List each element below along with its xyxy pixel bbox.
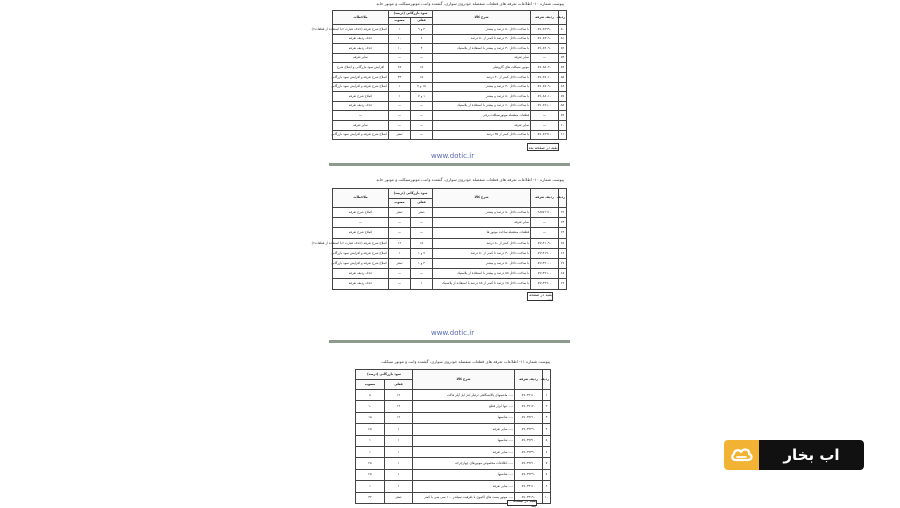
tariff-code-cell: ۸۷۰۳۳۱۹۰ xyxy=(515,492,543,503)
row-number-cell: ۶۵ xyxy=(559,238,567,248)
approved-duty-cell: صفر xyxy=(389,130,411,140)
current-duty-cell: ۱۲ xyxy=(385,401,413,412)
continued-note-1: بقیه در صفحه بعد xyxy=(528,144,558,150)
row-number-cell: ۶۹ xyxy=(559,279,567,289)
brand-logo-text: اب بخار xyxy=(759,440,864,470)
description-cell: ---- سایر تعرفه xyxy=(413,424,515,435)
approved-duty-cell: ۲۵ xyxy=(356,469,385,480)
row-number-cell: ۵۷ xyxy=(559,92,567,102)
current-duty-cell: ۴ xyxy=(411,44,433,54)
tariff-code-cell: ۸۷۰۸۷۰۹۰ xyxy=(531,82,559,92)
approved-duty-cell: ۱ xyxy=(389,25,411,35)
col-header-tariff: ردیف تعرفه xyxy=(531,11,559,25)
tariff-code-cell: ۸۷۱۴۱۹۰۰ xyxy=(531,248,559,258)
approved-duty-cell: — xyxy=(389,111,411,121)
current-duty-cell: ۱۵ xyxy=(411,238,433,248)
approved-duty-cell: ۲۸ xyxy=(389,63,411,73)
description-cell: ---- سایر تعرفه xyxy=(413,446,515,457)
approved-duty-cell: — xyxy=(389,218,411,228)
current-duty-cell: — xyxy=(411,120,433,130)
table-row xyxy=(333,53,567,63)
tariff-code-cell: — xyxy=(531,218,559,228)
row-number-cell: ۵۸ xyxy=(559,101,567,111)
current-duty-cell: ۱ xyxy=(385,446,413,457)
tariff-code-cell: ۸۷۰۳۲۱۲۰ xyxy=(515,401,543,412)
table-row xyxy=(333,34,567,44)
col-header-desc: شرح کالا xyxy=(433,189,531,208)
notes-cell: اصلاح شرح تعرفه و افزایش سود بازرگانی xyxy=(333,72,389,82)
col-header-duty: سود بازرگانی (درصد) xyxy=(356,370,413,380)
current-duty-cell: ۱ xyxy=(385,469,413,480)
tariff-code-cell: ۸۷۰۸۴۰۹۰ xyxy=(531,44,559,54)
approved-duty-cell: ۱۵ xyxy=(356,412,385,423)
description-cell: ---- تنها ابزار قطع xyxy=(413,401,515,412)
table-row xyxy=(333,92,567,102)
description-cell: با ساخت داخل ۶۰ درصد و بیشتر با استفاده از پلاستیک xyxy=(433,101,531,111)
tariff-code-cell: ۸۷۰۳۳۱۱۰ xyxy=(515,481,543,492)
tariff-code-cell: ۸۷۱۴۹۹۰۰ xyxy=(531,279,559,289)
row-number-cell: ۹ xyxy=(543,481,551,492)
table-row xyxy=(356,390,551,401)
row-number-cell: ۸ xyxy=(543,469,551,480)
row-number-cell: ۵۰ xyxy=(559,25,567,35)
current-duty-cell: ۱ xyxy=(385,435,413,446)
notes-cell: اصلاح شرح تعرفه xyxy=(333,228,389,238)
description-cell: با ساخت داخل ۵۰ درصد و بیشتر xyxy=(433,92,531,102)
current-duty-cell: ۱ xyxy=(411,279,433,289)
approved-duty-cell: ۱۰ xyxy=(356,401,385,412)
tariff-code-cell: ۸۷۰۸۸۰۱۰ xyxy=(531,92,559,102)
table-row xyxy=(333,279,567,289)
tariff-code-cell: ۸۷۰۸۷۰۱۰ xyxy=(531,72,559,82)
table-row xyxy=(356,469,551,480)
table-row xyxy=(356,481,551,492)
current-duty-cell: ۴ و ۱ xyxy=(411,258,433,268)
sheet-edge-2 xyxy=(329,340,570,343)
table-row xyxy=(356,435,551,446)
table-row xyxy=(333,44,567,54)
tariff-code-cell: — xyxy=(531,120,559,130)
continued-note-2: بقیه در صفحه بعد xyxy=(527,292,553,301)
notes-cell: اصلاح شرح تعرفه (حذف عبارت «با استفاده از قطعات») xyxy=(333,238,389,248)
table-row xyxy=(333,258,567,268)
col-header-row: ردیف xyxy=(543,370,551,390)
row-number-cell: ۲ xyxy=(543,401,551,412)
footer-url-2: www.dotic.ir xyxy=(431,329,475,337)
table-row xyxy=(333,228,567,238)
row-number-cell: ۷ xyxy=(543,458,551,469)
approved-duty-cell: ۳۳ xyxy=(389,72,411,82)
tariff-table-2 xyxy=(311,188,567,290)
col-header-notes: ملاحظات xyxy=(333,11,389,25)
row-number-cell: ۵۲ xyxy=(559,44,567,54)
approved-duty-cell: — xyxy=(389,120,411,130)
row-number-cell: ۶۶ xyxy=(559,248,567,258)
table-row xyxy=(333,25,567,35)
tariff-code-cell: — xyxy=(531,53,559,63)
notes-cell: حذف ردیف تعرفه xyxy=(333,44,389,54)
col-header-current: فعلی xyxy=(411,18,433,25)
col-header-current: فعلی xyxy=(385,380,413,390)
description-cell: قطعات منفصله ساخت موتور ها xyxy=(433,228,531,238)
notes-cell: حذف ردیف تعرفه xyxy=(333,269,389,279)
description-cell: با ساخت داخل ۳۰ درصد و بیشتر xyxy=(433,82,531,92)
current-duty-cell: ۱ و ۷ xyxy=(411,92,433,102)
row-number-cell: ۵۳ xyxy=(559,53,567,63)
description-cell: با ساخت داخل ۵۰ درصد و بیشتر xyxy=(433,258,531,268)
current-duty-cell: ۱ xyxy=(385,424,413,435)
tariff-code-cell: ۸۷۰۸۹۱۰۰ xyxy=(531,101,559,111)
current-duty-cell: ۷ و ۱ xyxy=(411,248,433,258)
notes-cell: — xyxy=(333,218,389,228)
tariff-table-2-body xyxy=(311,208,567,290)
row-number-cell: ۶۴ xyxy=(559,228,567,238)
approved-duty-cell: ۱ xyxy=(389,92,411,102)
table-row xyxy=(333,208,567,218)
current-duty-cell: ۱۲ xyxy=(385,412,413,423)
row-number-cell: ۵۱ xyxy=(559,34,567,44)
notes-cell: اصلاح شرح تعرفه و افزایش سود بازرگانی xyxy=(333,258,389,268)
table-row xyxy=(356,401,551,412)
tariff-code-cell: ۸۷۰۳۲۳۹۰ xyxy=(515,446,543,457)
description-cell: سایر تعرفه xyxy=(433,120,531,130)
row-number-cell: ۵۵ xyxy=(559,72,567,82)
row-number-cell: ۱۰ xyxy=(543,492,551,503)
table-row xyxy=(333,269,567,279)
approved-duty-cell: ۱۰ xyxy=(389,44,411,54)
col-header-duty: سود بازرگانی (درصد) xyxy=(389,11,433,18)
notes-cell: سایر تعرفه xyxy=(333,53,389,63)
brand-logo xyxy=(724,440,864,470)
row-number-cell: ۵۹ xyxy=(559,111,567,121)
tariff-table-3-body xyxy=(356,390,551,504)
current-duty-cell: — xyxy=(411,53,433,63)
tariff-code-cell: ۸۷۰۸۹۹۱۰ xyxy=(531,130,559,140)
description-cell: با ساخت داخل ۳۰ درصد تا کمتر از ۵۰ درصد xyxy=(433,248,531,258)
current-duty-cell: — xyxy=(411,101,433,111)
row-number-cell: ۶۳ xyxy=(559,218,567,228)
tariff-code-cell: ۸۷۰۸۳۰۹۰ xyxy=(531,34,559,44)
approved-duty-cell: ۱ xyxy=(356,481,385,492)
tariff-code-cell: — xyxy=(531,111,559,121)
row-number-cell: ۶۲ xyxy=(559,208,567,218)
table-row xyxy=(333,72,567,82)
row-number-cell: ۳ xyxy=(543,412,551,423)
description-cell: با ساخت داخل کمتر از ۳۰ درصد xyxy=(433,72,531,82)
approved-duty-cell: ۱ xyxy=(356,435,385,446)
approved-duty-cell: — xyxy=(389,53,411,63)
row-number-cell: ۶۷ xyxy=(559,258,567,268)
approved-duty-cell: ۱۲ xyxy=(389,238,411,248)
description-cell: ---- شاسیها xyxy=(413,435,515,446)
col-header-desc: شرح کالا xyxy=(433,11,531,25)
current-duty-cell: — xyxy=(411,269,433,279)
current-duty-cell: — xyxy=(411,228,433,238)
sheet-edge-1 xyxy=(329,163,570,166)
description-cell: با ساخت داخل ۳۰ درصد و بیشتر با استفاده از پلاستیک xyxy=(433,44,531,54)
tariff-code-cell: ۸۷۱۴۹۱۰۰ xyxy=(531,269,559,279)
description-cell: با ساخت داخل ۶۵ درصد تا کمتر از ۸۵ درصد با استفاده از پلاستیک xyxy=(433,279,531,289)
tariff-table-1 xyxy=(311,10,567,140)
notes-cell: اصلاح شرح تعرفه xyxy=(333,92,389,102)
tariff-code-cell: ۸۷۱۴۲۰۰۰ xyxy=(531,258,559,268)
tariff-table-1-body xyxy=(311,25,567,140)
approved-duty-cell: صفر xyxy=(389,258,411,268)
notes-cell: افزایش سود بازرگانی و اصلاح شرح xyxy=(333,63,389,73)
col-header-row: ردیف xyxy=(559,11,567,25)
approved-duty-cell: ۵ xyxy=(356,390,385,401)
tariff-code-cell: ۸۷۱۴۱۰۹۰ xyxy=(531,238,559,248)
current-duty-cell: — xyxy=(411,111,433,121)
col-header-tariff: ردیف تعرفه xyxy=(515,370,543,390)
table-row xyxy=(333,238,567,248)
notes-cell: اصلاح شرح تعرفه و افزایش سود بازرگانی xyxy=(333,130,389,140)
row-number-cell: ۴ xyxy=(543,424,551,435)
table-row xyxy=(356,412,551,423)
current-duty-cell: ۶ xyxy=(411,34,433,44)
description-cell: ---- موتور پست های اکتیوی با ظرفیت سیلندر ۱۰۰ سی سی یا کمتر xyxy=(413,492,515,503)
tariff-code-cell: ۸۷۰۳۲۳۱۰ xyxy=(515,435,543,446)
notes-cell: — xyxy=(333,111,389,121)
tariff-table-3 xyxy=(355,369,551,504)
row-number-cell: ۶۸ xyxy=(559,269,567,279)
current-duty-cell: — xyxy=(411,130,433,140)
table-row xyxy=(333,101,567,111)
row-number-cell: ۶ xyxy=(543,446,551,457)
col-header-tariff: ردیف تعرفه xyxy=(531,189,559,208)
notes-cell: اصلاح شرح تعرفه و افزایش سود بازرگانی xyxy=(333,82,389,92)
row-number-cell: ۵۴ xyxy=(559,63,567,73)
row-number-cell: ۵ xyxy=(543,435,551,446)
approved-duty-cell: ۲۵ xyxy=(356,424,385,435)
document-page-1 xyxy=(311,0,570,160)
tariff-code-cell: ۸۷۰۳۲۲۹۰ xyxy=(515,424,543,435)
col-header-approved: مصوب xyxy=(389,18,411,25)
approved-duty-cell: ۲۵ xyxy=(356,458,385,469)
table-row xyxy=(356,458,551,469)
notes-cell: حذف ردیف تعرفه xyxy=(333,101,389,111)
approved-duty-cell: ۱۰ xyxy=(389,34,411,44)
col-header-approved: مصوب xyxy=(356,380,385,390)
table-row xyxy=(356,446,551,457)
table-row xyxy=(333,130,567,140)
tariff-code-cell: ۸۷۰۸۲۹۹۰ xyxy=(531,25,559,35)
row-number-cell: ۵۶ xyxy=(559,82,567,92)
page-2-heading: پیوست شماره ۱۰- اطلاعات تعرفه های قطعات منفصله خودروی سواری، گشتده وانت، موتورسیکلت و موتور خانه xyxy=(376,177,564,182)
description-cell: ---- شاسیها xyxy=(413,469,515,480)
continued-note-3: بقیه در صفحه بعد xyxy=(507,500,537,506)
notes-cell: حذف ردیف تعرفه xyxy=(333,279,389,289)
table-row xyxy=(333,218,567,228)
description-cell: سایر تعرفه xyxy=(433,218,531,228)
tariff-code-cell: ۸۷۰۳۲۴۱۰ xyxy=(515,458,543,469)
approved-duty-cell: ۱ xyxy=(389,248,411,258)
description-cell: قطعات منفصله موتورسیکلت برقی xyxy=(433,111,531,121)
table-row xyxy=(356,424,551,435)
col-header-current: فعلی xyxy=(411,199,433,208)
page-1-heading: پیوست شماره ۱۰- اطلاعات تعرفه های قطعات منفصله خودروی سواری، گشتده وانت، موتورسیکلت و موتور خانه xyxy=(376,1,564,6)
col-header-notes: ملاحظات xyxy=(333,189,389,208)
approved-duty-cell: ۱ xyxy=(389,82,411,92)
table-row xyxy=(333,120,567,130)
row-number-cell: ۱ xyxy=(543,390,551,401)
description-cell: با ساخت داخل ۳۰ درصد تا کمتر از ۵۰ درصد xyxy=(433,34,531,44)
col-header-row: ردیف xyxy=(559,189,567,208)
current-duty-cell: ۱۵ و ۷ xyxy=(411,82,433,92)
document-page-2 xyxy=(311,174,570,304)
description-cell: با ساخت داخل ۵۰ درصد و بیشتر xyxy=(433,208,531,218)
current-duty-cell: صفر xyxy=(385,492,413,503)
notes-cell: حذف ردیف تعرفه xyxy=(333,34,389,44)
tariff-code-cell: ۸۷۰۸۵۰۲۰ xyxy=(531,63,559,73)
tariff-code-cell: ۹۸۸۷۱۱۱۰ xyxy=(531,208,559,218)
description-cell: موتور سیکلت های گازوئیلی xyxy=(433,63,531,73)
approved-duty-cell: ۱ xyxy=(356,446,385,457)
description-cell: ---- اطلاعات مخصوص موتورهای چهارچرخه xyxy=(413,458,515,469)
approved-duty-cell: — xyxy=(389,269,411,279)
tariff-code-cell: ۸۷۰۳۲۱۱۰ xyxy=(515,390,543,401)
row-number-cell: ۶۰ xyxy=(559,120,567,130)
tariff-code-cell: ۸۷۰۳۲۲۱۰ xyxy=(515,412,543,423)
col-header-desc: شرح کالا xyxy=(413,370,515,390)
table-row xyxy=(333,82,567,92)
current-duty-cell: صفر xyxy=(411,208,433,218)
table-row xyxy=(333,63,567,73)
approved-duty-cell: ۳۲ xyxy=(356,492,385,503)
current-duty-cell: ۱۲ xyxy=(385,390,413,401)
notes-cell: اصلاح شرح تعرفه و افزایش سود بازرگانی xyxy=(333,248,389,258)
document-page-3 xyxy=(329,345,570,506)
description-cell: ---- شاسیها xyxy=(413,412,515,423)
current-duty-cell: ۱ xyxy=(385,458,413,469)
footer-url-1: www.dotic.ir xyxy=(431,152,475,160)
approved-duty-cell: — xyxy=(389,101,411,111)
row-number-cell: ۶۱ xyxy=(559,130,567,140)
current-duty-cell: ۱۵ xyxy=(411,72,433,82)
approved-duty-cell: — xyxy=(389,279,411,289)
col-header-duty: سود بازرگانی (درصد) xyxy=(389,189,433,199)
description-cell: سایر تعرفه xyxy=(433,53,531,63)
approved-duty-cell: — xyxy=(389,228,411,238)
description-cell: با ساخت داخل کمتر از ۳۵ درصد xyxy=(433,130,531,140)
description-cell: با ساخت داخل ۵۵ درصد و بیشتر با استفاده از پلاستیک xyxy=(433,269,531,279)
description-cell: با ساخت داخل کمتر از ۵۰ درصد xyxy=(433,238,531,248)
table-row xyxy=(333,248,567,258)
description-cell: ---- ماشینهای پالایشگاهی ترئیلر ایئر ایل آیلر فاکت xyxy=(413,390,515,401)
description-cell: با ساخت داخل ۵۰ درصد و بیشتر xyxy=(433,25,531,35)
notes-cell: اصلاح شرح تعرفه xyxy=(333,208,389,218)
notes-cell: سایر تعرفه xyxy=(333,120,389,130)
current-duty-cell: ۴ و ۹ xyxy=(411,25,433,35)
current-duty-cell: ۱ xyxy=(385,481,413,492)
description-cell: ---- سایر تعرفه xyxy=(413,481,515,492)
current-duty-cell: — xyxy=(411,218,433,228)
approved-duty-cell: صفر xyxy=(389,208,411,218)
notes-cell: اصلاح شرح تعرفه (حذف عبارت «با استفاده از قطعات») xyxy=(333,25,389,35)
steam-cloud-icon xyxy=(724,440,759,470)
tariff-code-cell: — xyxy=(531,228,559,238)
tariff-code-cell: ۸۷۰۳۲۴۹۰ xyxy=(515,469,543,480)
page-3-heading: پیوست شماره ۱۱- اطلاعات تعرفه های قطعات منفصله خودروی سواری، گشتده وانت و موتور سیکلت xyxy=(381,359,550,364)
table-row xyxy=(333,111,567,121)
current-duty-cell: ۱۵ xyxy=(411,63,433,73)
col-header-approved: مصوب xyxy=(389,199,411,208)
